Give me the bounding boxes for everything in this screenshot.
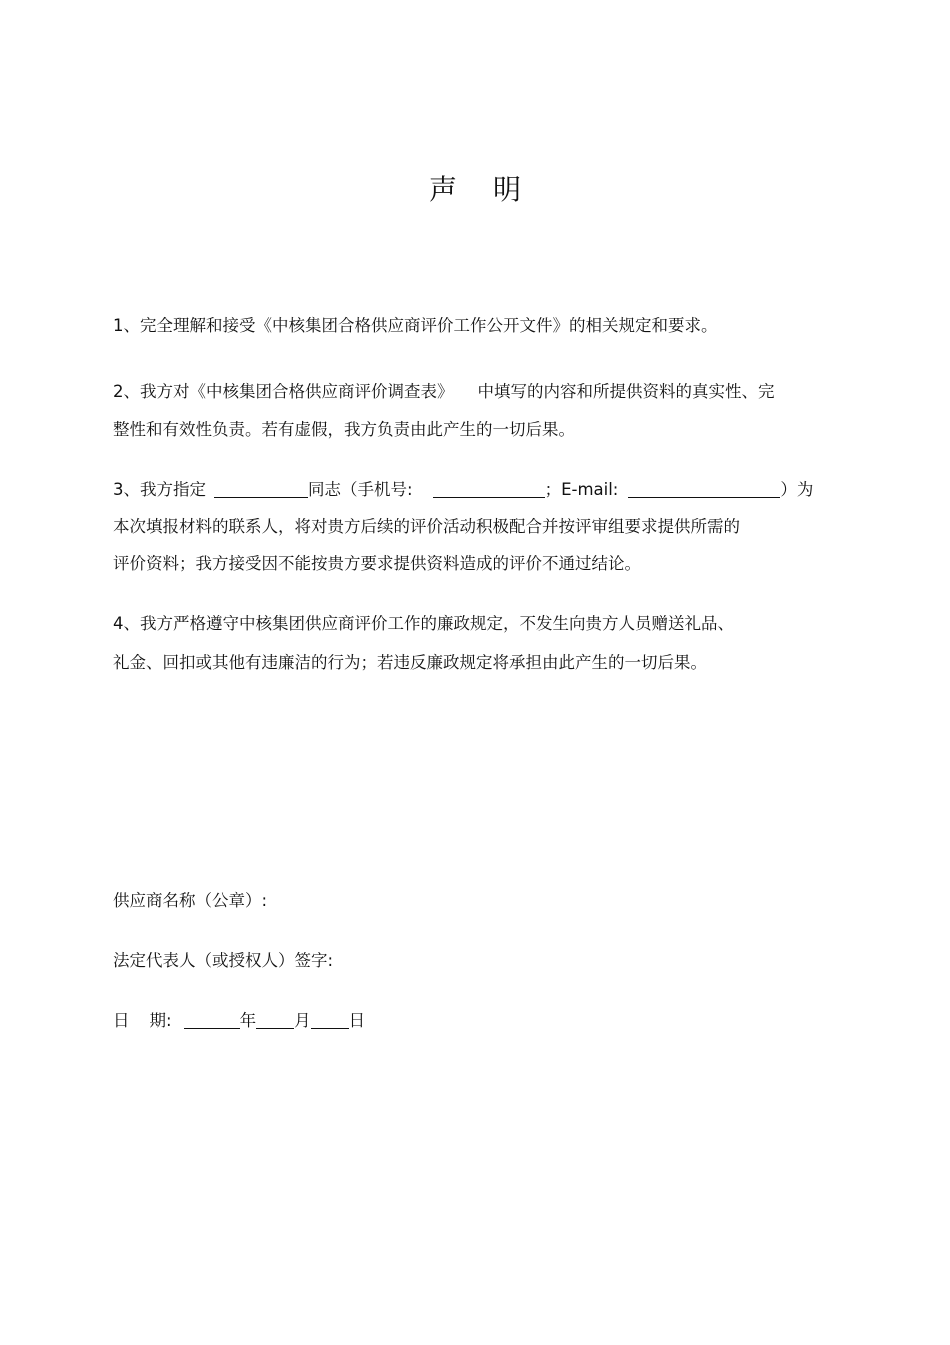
month-blank[interactable]: [256, 1012, 294, 1029]
title-char-1: 声: [428, 173, 457, 206]
clause-4-line-2: 礼金、回扣或其他有违廉洁的行为；若违反廉政规定将承担由此产生的一切后果。: [113, 653, 707, 672]
clause-2-line-2: 整性和有效性负责。若有虚假，我方负责由此产生的一切后果。: [113, 420, 575, 439]
representative-signature-label: 法定代表人（或授权人）签字:: [113, 951, 334, 970]
clause-3-text-d: ）为: [780, 480, 814, 499]
phone-number-blank[interactable]: [433, 481, 545, 498]
clause-1-line-1: 1、完全理解和接受《中核集团合格供应商评价工作公开文件》的相关规定和要求。: [113, 316, 718, 335]
clause-2-text-b: 中填写的内容和所提供资料的真实性、完: [477, 382, 775, 401]
contact-name-blank[interactable]: [214, 481, 308, 498]
clause-2-line-1: [113, 381, 775, 403]
clause-3-line-2: 本次填报材料的联系人，将对贵方后续的评价活动积极配合并按评审组要求提供所需的: [113, 517, 740, 536]
clause-2-text-a: 2、我方对《中核集团合格供应商评价调查表》: [113, 382, 454, 401]
clause-4-line-1: 4、我方严格遵守中核集团供应商评价工作的廉政规定，不发生向贵方人员赠送礼品、: [113, 614, 734, 633]
clause-3-line-1: [113, 479, 813, 501]
page-title: [0, 168, 950, 208]
supplier-name-label: 供应商名称（公章）:: [113, 891, 268, 910]
date-label-char-2: 期:: [149, 1011, 172, 1030]
day-label: 日: [348, 1011, 366, 1030]
day-blank[interactable]: [311, 1012, 349, 1029]
clause-3-text-b: 同志（手机号:: [308, 480, 413, 499]
year-blank[interactable]: [184, 1012, 240, 1029]
date-line: [113, 1010, 365, 1032]
date-label-char-1: 日: [113, 1011, 130, 1030]
month-label: 月: [294, 1011, 311, 1030]
email-blank[interactable]: [628, 481, 780, 498]
clause-3-line-3: 评价资料；我方接受因不能按贵方要求提供资料造成的评价不通过结论。: [113, 554, 641, 573]
year-label: 年: [239, 1011, 257, 1030]
title-char-2: 明: [493, 173, 522, 206]
clause-3-text-c: ；E-mail:: [544, 480, 619, 499]
clause-3-text-a: 3、我方指定: [113, 480, 206, 499]
